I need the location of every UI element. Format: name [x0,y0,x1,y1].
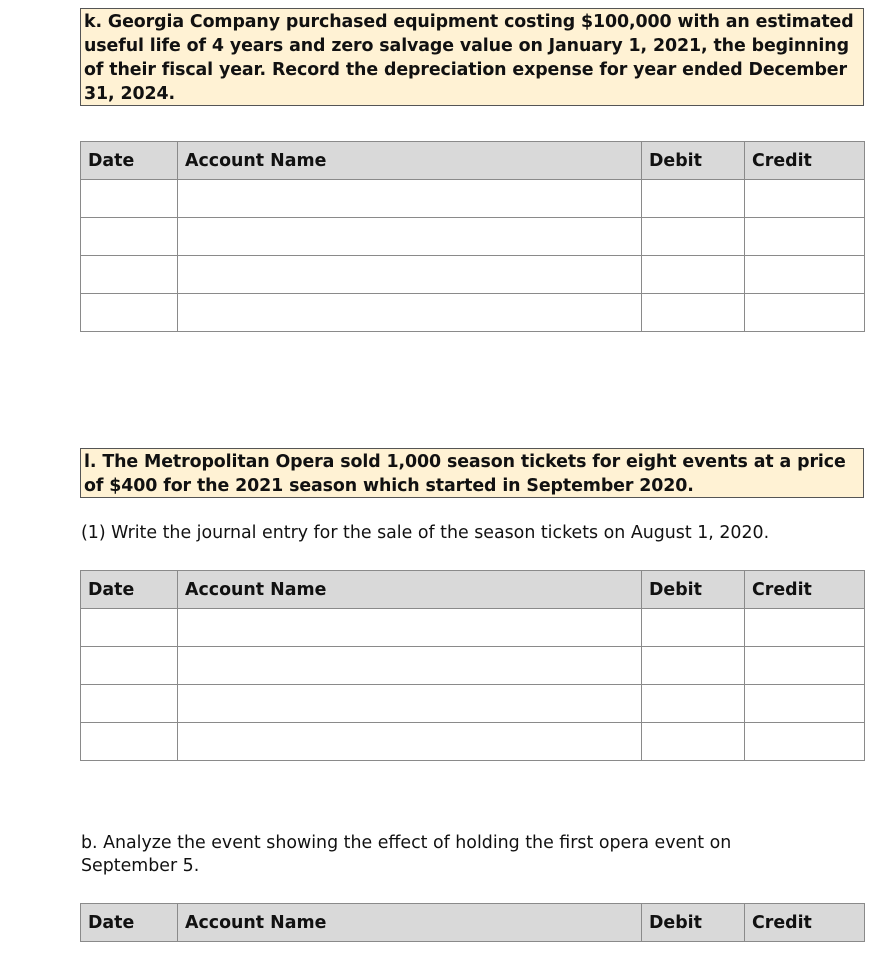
debit-cell[interactable] [642,609,745,647]
header-debit: Debit [642,571,745,609]
journal-table-k [80,141,865,332]
date-cell[interactable] [81,647,178,685]
debit-cell[interactable] [642,685,745,723]
debit-cell[interactable] [642,218,745,256]
date-cell[interactable] [81,294,178,332]
account-name-cell[interactable] [178,256,642,294]
date-cell[interactable] [81,685,178,723]
account-name-cell[interactable] [178,647,642,685]
journal-table-l-1 [80,570,865,761]
table-row [81,647,865,685]
credit-cell[interactable] [745,218,865,256]
table-row [81,294,865,332]
journal-table-l-b [80,903,865,942]
date-cell[interactable] [81,218,178,256]
header-credit: Credit [745,904,865,942]
table-row [81,256,865,294]
problem-l-prompt: l. The Metropolitan Opera sold 1,000 season tickets for eight events at a price of $400 for the 2021 season which started in September 2020. [80,448,864,498]
debit-cell[interactable] [642,647,745,685]
account-name-cell[interactable] [178,180,642,218]
date-cell[interactable] [81,723,178,761]
table-header-row [81,571,865,609]
table-row [81,609,865,647]
credit-cell[interactable] [745,723,865,761]
account-name-cell[interactable] [178,294,642,332]
header-account-name: Account Name [178,904,642,942]
header-date: Date [81,904,178,942]
credit-cell[interactable] [745,180,865,218]
header-debit: Debit [642,904,745,942]
part-1-instruction: (1) Write the journal entry for the sale of the season tickets on August 1, 2020. [81,523,770,543]
table-header-row [81,142,865,180]
debit-cell[interactable] [642,180,745,218]
table-header-row [81,904,865,942]
date-cell[interactable] [81,256,178,294]
header-credit: Credit [745,142,865,180]
table-row [81,685,865,723]
header-account-name: Account Name [178,142,642,180]
table-row [81,180,865,218]
credit-cell[interactable] [745,294,865,332]
credit-cell[interactable] [745,609,865,647]
credit-cell[interactable] [745,256,865,294]
account-name-cell[interactable] [178,723,642,761]
part-b-instruction: b. Analyze the event showing the effect of holding the first opera event on September 5. [81,833,732,876]
table-row [81,218,865,256]
date-cell[interactable] [81,609,178,647]
header-date: Date [81,142,178,180]
header-debit: Debit [642,142,745,180]
header-credit: Credit [745,571,865,609]
account-name-cell[interactable] [178,218,642,256]
debit-cell[interactable] [642,723,745,761]
header-account-name: Account Name [178,571,642,609]
date-cell[interactable] [81,180,178,218]
table-row [81,723,865,761]
credit-cell[interactable] [745,647,865,685]
debit-cell[interactable] [642,294,745,332]
account-name-cell[interactable] [178,609,642,647]
debit-cell[interactable] [642,256,745,294]
header-date: Date [81,571,178,609]
account-name-cell[interactable] [178,685,642,723]
problem-k-prompt: k. Georgia Company purchased equipment costing $100,000 with an estimated useful life of 4 years and zero salvage value on January 1, 2021, the beginning of their fiscal year. Record the depreciation expense for year ended December 31, 2024. [80,8,864,106]
credit-cell[interactable] [745,685,865,723]
